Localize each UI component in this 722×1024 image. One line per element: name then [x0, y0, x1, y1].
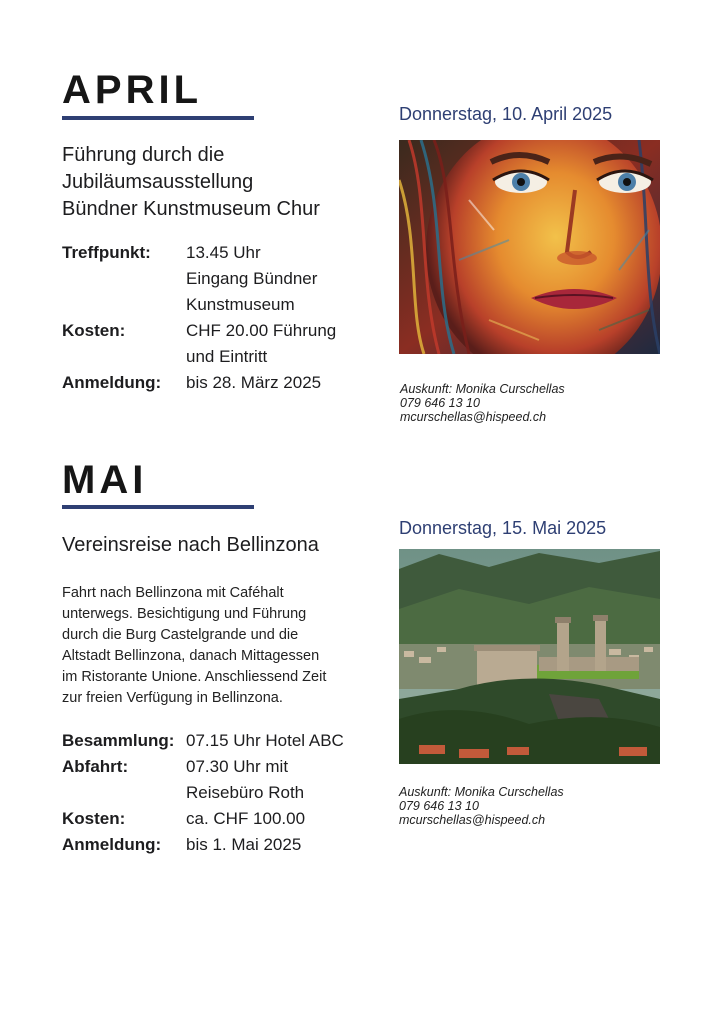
detail-row — [62, 806, 344, 832]
contact-phone: 079 646 13 10 — [399, 799, 479, 813]
contact-email: mcurschellas@hispeed.ch — [399, 813, 546, 827]
mai-event-date: Donnerstag, 15. Mai 2025 — [399, 518, 607, 538]
detail-key: Besammlung: — [62, 731, 175, 750]
detail-row — [62, 754, 344, 806]
april-heading: APRIL — [62, 68, 202, 112]
april-contact — [400, 382, 565, 424]
april-event-date: Donnerstag, 10. April 2025 — [399, 104, 613, 124]
detail-value — [186, 318, 336, 370]
mai-contact — [399, 785, 564, 827]
detail-value-line: CHF 20.00 Führung — [186, 321, 337, 340]
description-line: unterwegs. Besichtigung und Führung — [62, 606, 307, 622]
contact-email: mcurschellas@hispeed.ch — [400, 410, 547, 424]
april-event-title — [62, 142, 382, 223]
portrait-painting-image — [399, 140, 660, 354]
contact-name: Auskunft: Monika Curschellas — [399, 785, 564, 799]
detail-key: Treffpunkt: — [62, 243, 151, 262]
mai-heading-rule — [62, 505, 254, 509]
detail-value-line: bis 1. Mai 2025 — [186, 835, 302, 854]
april-heading-rule — [62, 116, 254, 120]
april-title-line: Führung durch die — [62, 144, 225, 166]
detail-value-line: Eingang Bündner — [186, 269, 318, 288]
detail-key: Kosten: — [62, 321, 126, 340]
detail-row — [62, 832, 344, 858]
detail-key: Kosten: — [62, 809, 126, 828]
contact-phone: 079 646 13 10 — [400, 396, 480, 410]
detail-value — [186, 754, 344, 806]
detail-value — [186, 240, 336, 318]
detail-value — [186, 370, 336, 396]
description-line: Fahrt nach Bellinzona mit Caféhalt — [62, 585, 284, 601]
mai-heading: MAI — [62, 458, 148, 502]
castle-photo-image — [399, 549, 660, 764]
detail-value-line: bis 28. März 2025 — [186, 373, 322, 392]
detail-row — [62, 318, 336, 370]
description-line: durch die Burg Castelgrande und die — [62, 627, 299, 643]
detail-value-line: 07.15 Uhr Hotel ABC — [186, 731, 344, 750]
description-line: Altstadt Bellinzona, danach Mittagessen — [62, 648, 320, 664]
detail-value-line: Kunstmuseum — [186, 295, 295, 314]
detail-value — [186, 832, 344, 858]
mai-description — [62, 583, 382, 709]
detail-row — [62, 370, 336, 396]
detail-value-line: 07.30 Uhr mit — [186, 757, 289, 776]
detail-value — [186, 806, 344, 832]
april-details-table — [62, 240, 336, 396]
detail-key: Anmeldung: — [62, 373, 162, 392]
description-line: im Ristorante Unione. Anschliessend Zeit — [62, 669, 327, 685]
detail-row — [62, 728, 344, 754]
contact-name: Auskunft: Monika Curschellas — [400, 382, 565, 396]
mai-details-table — [62, 728, 344, 858]
detail-value-line: 13.45 Uhr — [186, 243, 261, 262]
detail-value-line: ca. CHF 100.00 — [186, 809, 306, 828]
april-title-line: Bündner Kunstmuseum Chur — [62, 198, 320, 220]
april-title-line: Jubiläumsausstellung — [62, 171, 254, 193]
detail-key: Anmeldung: — [62, 835, 162, 854]
description-line: zur freien Verfügung in Bellinzona. — [62, 690, 283, 706]
detail-key: Abfahrt: — [62, 757, 129, 776]
mai-event-title: Vereinsreise nach Bellinzona — [62, 534, 319, 556]
detail-value — [186, 728, 344, 754]
detail-value-line: Reisebüro Roth — [186, 783, 305, 802]
detail-row — [62, 240, 336, 318]
detail-value-line: und Eintritt — [186, 347, 268, 366]
